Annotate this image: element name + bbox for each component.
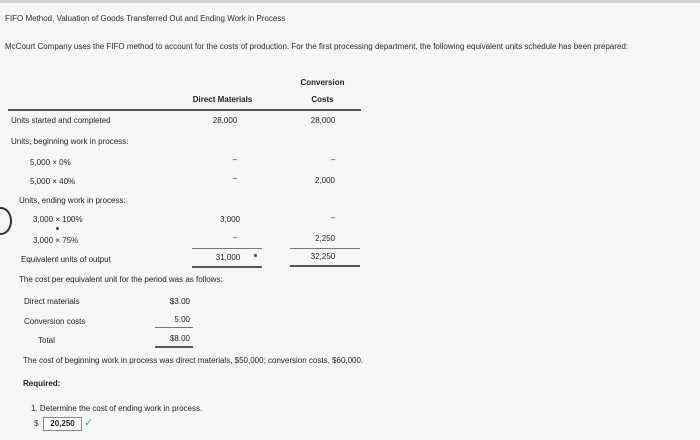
cost-subtotal-rule [155,327,193,328]
header-conversion-line1: Conversion [300,78,345,87]
cost-cc-value: 5.00 [174,315,190,324]
row-end1-label: 3,000 × 100% [33,215,83,224]
row-end1-dm: 3,000 [219,215,241,224]
answer-currency: $ [34,419,39,428]
row-beg1-label: 5,000 × 0% [30,158,71,167]
row-started-label: Units started and completed [11,116,111,125]
row-total-dm: 31,000 [215,253,241,262]
row-started-cc: 28,000 [310,116,336,125]
beginning-cost-note: The cost of beginning work in process was direct materials, $50,000; conversion costs, $60,000. [23,356,364,365]
subtotal-rule-cc [290,248,360,249]
total-rule-dm [192,266,262,268]
problem-title: FIFO Method, Valuation of Goods Transferred Out and Ending Work in Process [5,14,286,23]
question-1: 1. Determine the cost of ending work in process. [31,404,203,413]
row-beg1-dm: – [232,155,238,164]
row-end2-label: 3,000 × 75% [33,236,79,245]
cost-total-value: $8.00 [169,334,190,343]
row-beg2-cc: 2,000 [314,176,336,185]
problem-intro: McCourt Company uses the FIFO method to account for the costs of production. For the first processing department, the following equivalent units schedule has been prepared: [5,42,628,51]
row-beg2-dm: – [232,174,238,183]
cost-dm-value: $3.00 [169,297,190,306]
row-total-label: Equivalent units of output [21,255,111,264]
stray-dot [56,227,59,230]
row-started-dm: 28,000 [212,116,238,125]
row-end2-cc: 2,250 [314,234,336,243]
total-rule-cc [290,265,360,267]
bracket-mark [0,207,12,235]
answer-1-input[interactable]: 20,250 [43,417,82,431]
top-bar [0,0,700,3]
cost-cc-label: Conversion costs [24,317,86,326]
cost-total-label: Total [38,336,55,345]
check-icon: ✓ [84,417,94,429]
row-end1-cc: – [330,213,336,222]
cost-intro: The cost per equivalent unit for the period was as follows: [19,275,223,284]
row-end-label: Units, ending work in process: [19,196,126,205]
row-end2-dm: – [232,233,238,242]
subtotal-rule-dm [192,248,262,249]
cost-dm-label: Direct materials [24,297,80,306]
row-beg-label: Units, beginning work in process: [11,137,129,146]
header-conversion-line2: Costs [311,95,334,104]
row-beg2-label: 5,000 × 40% [30,177,76,186]
header-direct-materials: Direct Materials [192,95,253,104]
row-beg1-cc: – [330,155,336,164]
row-total-cc: 32,250 [310,252,336,261]
required-label: Required: [23,379,61,388]
header-rule [8,109,361,111]
cost-total-rule [155,346,193,348]
stray-dot-2 [254,254,257,257]
